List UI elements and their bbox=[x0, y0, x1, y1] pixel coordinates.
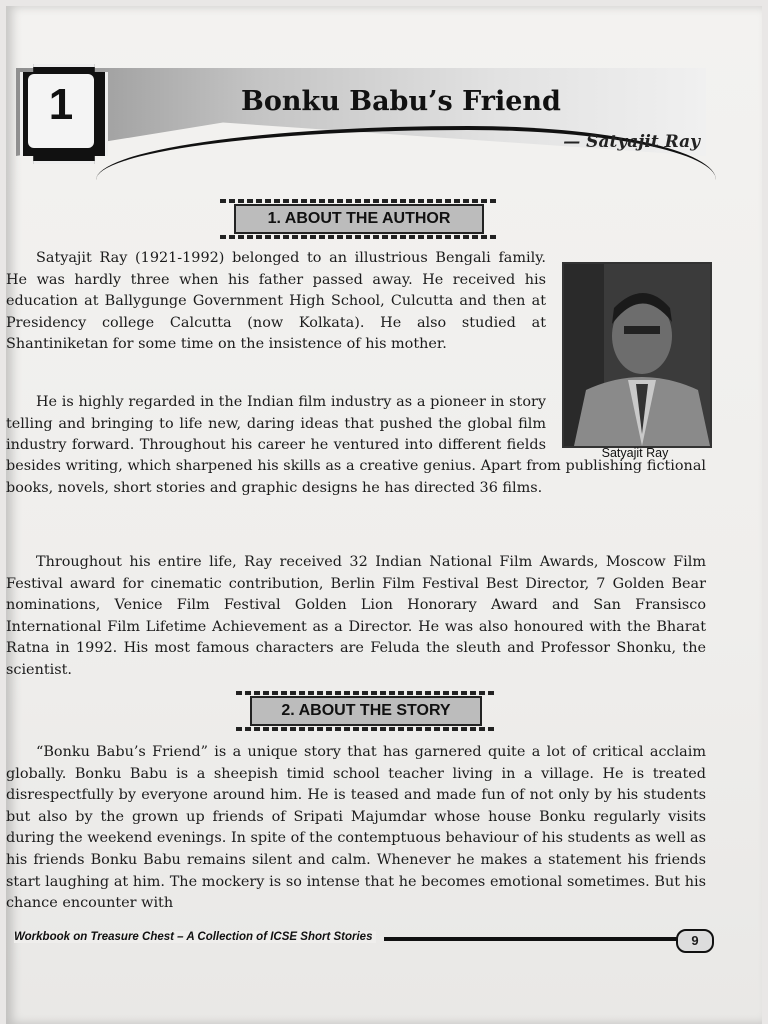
paragraph-continued: besides writing, which sharpened his skills as a creative genius. Apart from publishing fictional books, novels, short stories and graphic designs he has directed 36 films. bbox=[6, 457, 706, 496]
footer-book-title: Workbook on Treasure Chest – A Collection of ICSE Short Stories bbox=[14, 931, 376, 943]
author-paragraph-2-top bbox=[6, 392, 546, 456]
author-paragraphs-top bbox=[6, 248, 546, 356]
chapter-number: 1 bbox=[48, 80, 74, 129]
book-page bbox=[6, 6, 762, 1024]
section-heading-story: 2. ABOUT THE STORY bbox=[250, 696, 482, 726]
paragraph: Satyajit Ray (1921-1992) belonged to an illustrious Bengali family. He was hardly three when his father passed away. He received his education at Ballygunge Government High School, Culcutta and then at Presidency college Calcutta (now Kolkata). He also studied at Shantiniketan for some time on the insistence of his mother. bbox=[6, 250, 546, 353]
author-paragraph-3 bbox=[6, 552, 706, 682]
paragraph: He is highly regarded in the Indian film industry as a pioneer in story telling and bringing to life new, daring ideas that pushed the global film industry forward. Throughout his career he ventured into different fields bbox=[6, 394, 546, 454]
chapter-title: Bonku Babu’s Friend bbox=[241, 86, 561, 117]
story-paragraph bbox=[6, 742, 706, 915]
paragraph: Throughout his entire life, Ray received 32 Indian National Film Awards, Moscow Film Festival award for cinematic contribution, Berlin Film Festival Best Director, 7 Golden Bear nominations, Venice Film Festival Golden Lion Honorary Award and San Fransisco International Film Lifetime Achievement as a Director. He was also honoured with the Bharat Ratna in 1992. His most famous characters are Feluda the sleuth and Professor Shonku, the scientist. bbox=[6, 554, 706, 678]
chapter-author: — Satyajit Ray bbox=[563, 132, 700, 152]
page-number: 9 bbox=[676, 929, 714, 953]
paragraph: “Bonku Babu’s Friend” is a unique story that has garnered quite a lot of critical acclaim globally. Bonku Babu is a sheepish timid school teacher living in a village. He is treated disrespectfully by everyone around him. He is teased and made fun of not only by his students but also by the grown up friends of Sripati Majumdar whose house Bonku regularly visits during the weekend evenings. In spite of the contemptuous behaviour of his students as well as his friends Bonku Babu remains silent and calm. Whenever he makes a statement his friends start laughing at him. The mockery is so intense that he becomes emotional sometimes. But his chance encounter with bbox=[6, 744, 706, 912]
footer-rule bbox=[384, 937, 678, 941]
portrait-icon bbox=[564, 264, 710, 446]
author-photo bbox=[562, 262, 712, 448]
author-paragraph-2-bottom bbox=[6, 456, 706, 546]
section-heading-author: 1. ABOUT THE AUTHOR bbox=[234, 204, 484, 234]
page-footer bbox=[14, 929, 714, 951]
photo-caption: Satyajit Ray bbox=[601, 446, 669, 460]
